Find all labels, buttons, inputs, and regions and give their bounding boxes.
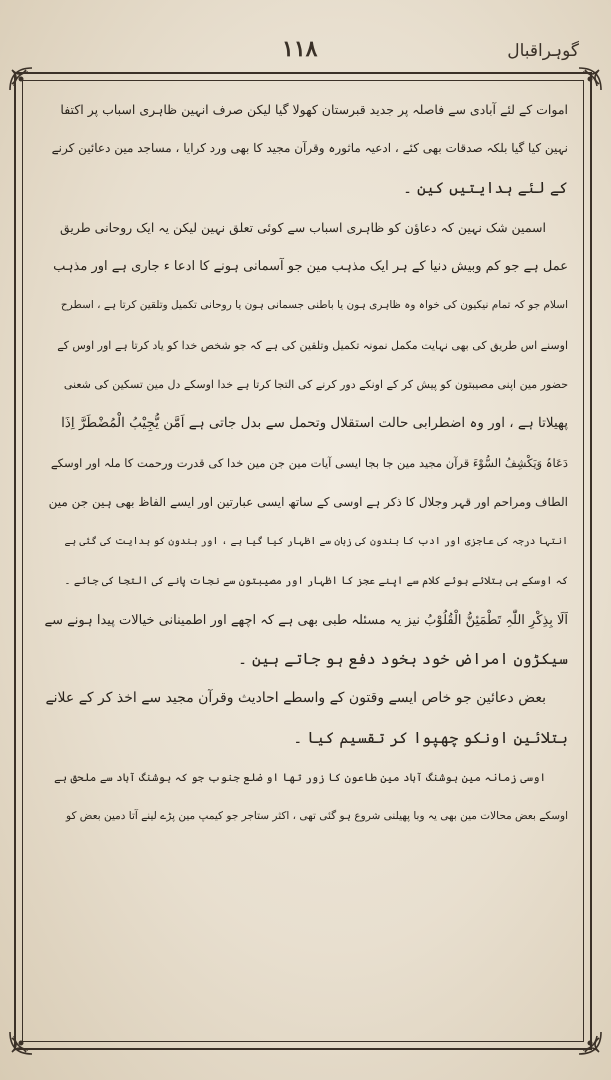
text-line: دَعَاہُ وَیَکْشِفُ السُّوْءَ قرآن مجید مین جا بجا ایسی آیات مین جن مین خدا کی قدرت ورحمت کا ملہ اور اوسکے [50, 455, 568, 470]
text-line: انتہا درجہ کی عاجزی اور ادب کا بندون کی زبان سے اظہار کیا گیا ہے ، اور بندون کو ہدایت کی گئی ہے [64, 536, 568, 548]
text-line: الطاف ومراحم اور قہر وجلال کا ذکر ہے اوسی کے ساتھ ایسی عبارتین اور ایسے الفاظ بھی ہین جن مین [48, 494, 568, 509]
text-line: سیکڑون امراض خود بخود دفع ہو جاتے ہین ۔ [237, 650, 568, 669]
text-line: اموات کے لئے آبادی سے فاصلہ پر جدید قبرستان کھولا گیا لیکن صرف انہین ظاہری اسباب پر اکتفا [60, 102, 568, 117]
text-line: کہ اوسکے ہی بتلائے ہوئے کلام سے اپنے عجز کا اظہار اور مصیبتون سے نجات پانے کی التجا کی جائے ۔ [64, 574, 568, 587]
text-line: بتلائین اونکو چھپوا کر تقسیم کیا ۔ [293, 728, 568, 747]
text-line: حضور مین اپنی مصیبتون کو پیش کر کے اونکے دور کرنے کی التجا کرتا ہے خدا اوسکے دل مین تسکین کی شعنی [63, 378, 568, 392]
text-line: اوسی زمانہ مین ہوشنگ آباد مین طاعون کا زور تھا او ضلع جنوب جو کہ ہوشنگ آباد سے ملحق ہے [54, 771, 546, 785]
text-line: پھیلاتا ہے ، اور وہ اضطرابی حالت استقلال وتحمل سے بدل جاتی ہے اَمَّن یُّجِیْبُ الْمُضْطَرَّ اِذَا [61, 415, 568, 432]
ornament-corner-icon [575, 64, 605, 94]
text-line: اوسنے اس طریق کی بھی نہایت مکمل نمونہ تکمیل وتلقین کی ہے کہ جو شخص خدا کو یاد کرتا ہے اور اوس کے [57, 338, 568, 352]
body-text [44, 90, 568, 837]
text-line: اسلام جو کہ تمام نیکیون کی خواہ وہ ظاہری ہون یا باطنی جسمانی ہون یا روحانی تکمیل وتلقین کرتا ہے ، اسطرح [60, 299, 568, 312]
page-header [0, 34, 611, 74]
ornament-corner-icon [6, 64, 36, 94]
text-line: کے لئے ہدایتیں کین ۔ [402, 178, 568, 197]
text-line: اسمین شک نہین کہ دعاؤن کو ظاہری اسباب سے کوئی تعلق نہین لیکن یہ ایک روحانی طریق [59, 219, 546, 235]
text-line: نہین کیا گیا بلکہ صدقات بھی کئے ، ادعیہ ماثورہ وقرآن مجید کا بھی ورد کرایا ، مساجد مین دعائین کرنے [51, 141, 568, 156]
text-line: اوسکے بعض محالات مین بھی یہ وبا پھیلنی شروع ہو گئی تھی ، اکثر ستاجر جو کیمپ مین پڑے لینے آتا دمین بعض کو [66, 810, 568, 823]
running-title: گوہراقبال [507, 41, 579, 61]
page-number: ۱۱۸ [282, 36, 318, 62]
text-line: اَلَا بِذِکْرِ اللّٰہِ تَطْمَئِنُّ الْقُلُوْبُ نیز یہ مسئلہ طبی بھی ہے کہ اچھے اور اطمینانی خیالات پیدا ہونے سے [44, 612, 568, 628]
text-line: بعض دعائین جو خاص ایسے وقتون کے واسطے احادیث وقرآن مجید سے اخذ کر کے علانے [45, 690, 546, 707]
ornament-corner-icon [575, 1028, 605, 1058]
ornament-corner-icon [6, 1028, 36, 1058]
text-line: عمل ہے جو کم وبیش دنیا کے ہر ایک مذہب مین جو آسمانی ہونے کا ادعا ء جاری ہے اور مذہب [53, 259, 568, 275]
